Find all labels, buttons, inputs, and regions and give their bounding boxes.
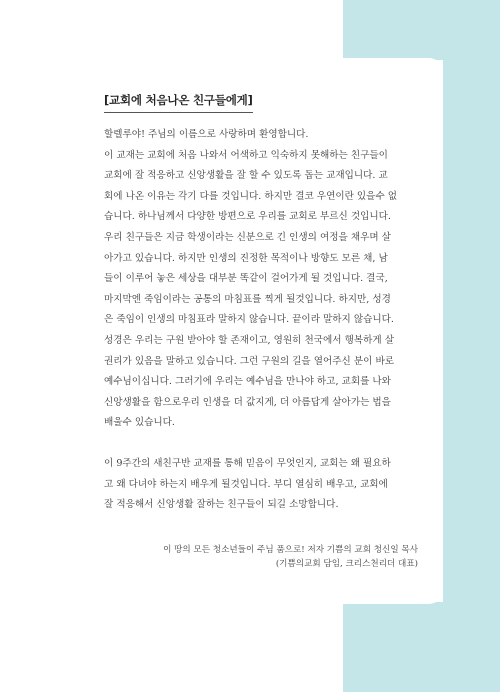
decorative-accent-right: [443, 0, 500, 692]
paragraph-welcome: [104, 125, 416, 434]
text-line: 습니다. 하나님께서 다양한 방편으로 우리를 교회로 부르신 것입니다.: [104, 211, 391, 223]
text-line: 고 왜 다녀야 하는지 배우게 될것입니다. 부디 열심히 배우고, 교회에: [104, 478, 388, 490]
text-line: 예수님이십니다. 그러기에 우리는 예수님을 만나야 하고, 교회를 나와: [104, 376, 391, 388]
signature-line: (기쁨의교회 담임, 크리스천리더 대표): [275, 559, 418, 569]
text-line: 들이 이루어 놓은 세상을 대부분 똑같이 걸어가게 될 것입니다. 결국,: [104, 273, 388, 285]
text-line: 이 교재는 교회에 처음 나와서 어색하고 익숙하지 못해하는 친구들이: [104, 149, 388, 161]
text-line: 은 죽임이 인생의 마침표라 말하지 않습니다. 끝이라 말하지 않습니다.: [104, 314, 394, 326]
text-line: 배울수 있습니다.: [104, 417, 175, 429]
page-heading: [교회에 처음나온 친구들에게]: [104, 92, 253, 113]
text-line: 교회에 잘 적응하고 신앙생활을 잘 할 수 있도록 돕는 교재입니다. 교: [104, 170, 388, 182]
author-signature: [163, 543, 418, 571]
body-text: [104, 125, 416, 516]
signature-line: 이 땅의 모든 청소년들이 주님 품으로! 저자 기쁨의 교회 청신일 목사: [163, 545, 418, 555]
decorative-accent-bottom: [343, 602, 500, 692]
text-line: 우리 친구들은 지금 학생이라는 신분으로 긴 인생의 여정을 채우며 살: [104, 231, 391, 243]
text-line: 잘 적응해서 신앙생활 잘하는 친구들이 되길 소망합니다.: [104, 499, 339, 511]
text-line: 회에 나온 이유는 각기 다를 것입니다. 하지만 결코 우연이란 있을수 없: [104, 190, 398, 202]
text-line: 신앙생활을 함으로우리 인생을 더 값지게, 더 아름답게 살아가는 법을: [104, 396, 391, 408]
text-line: 아가고 있습니다. 하지만 인생의 진정한 목적이나 방향도 모른 채, 남: [104, 252, 388, 264]
text-line: 이 9주간의 새친구반 교재를 통해 믿음이 무엇인지, 교회는 왜 필요하: [104, 457, 391, 469]
text-line: 성경은 우리는 구원 받아야 할 존재이고, 영원히 천국에서 행복하게 살: [104, 334, 394, 346]
text-line: 권리가 있음을 말하고 있습니다. 그런 구원의 길을 열어주신 분이 바로: [104, 355, 394, 367]
text-line: 할렐루야! 주님의 이름으로 사랑하며 환영합니다.: [104, 129, 309, 140]
paragraph-course-intro: [104, 454, 416, 516]
text-line: 마지막엔 죽임이라는 공통의 마침표를 찍게 될것입니다. 하지만, 성경: [104, 293, 391, 305]
